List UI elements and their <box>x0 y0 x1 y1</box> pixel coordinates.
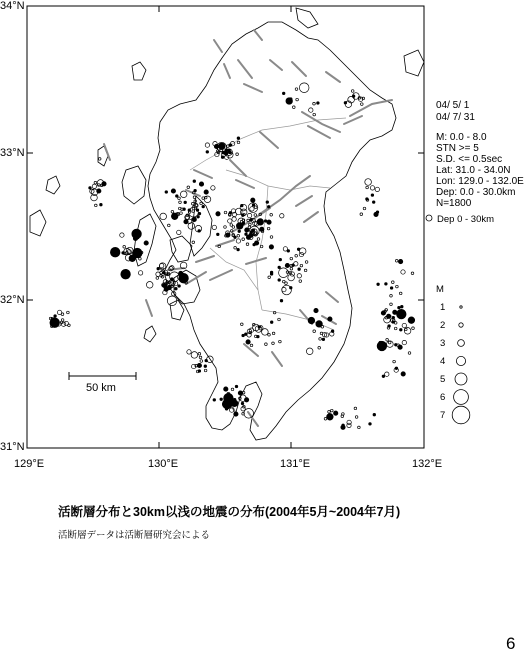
epicenter <box>228 219 232 223</box>
epicenter <box>385 372 389 376</box>
epicenter <box>167 296 177 306</box>
epicenter <box>381 311 385 315</box>
epicenter <box>132 229 142 239</box>
epicenter <box>241 323 244 326</box>
epicenter <box>179 271 183 275</box>
info-event-count: N=1800 <box>436 198 472 209</box>
epicenter <box>121 269 131 279</box>
epicenter <box>175 287 178 290</box>
epicenter <box>178 197 181 200</box>
epicenter <box>398 306 401 309</box>
epicenter <box>365 179 372 186</box>
epicenter <box>224 211 227 214</box>
epicenter <box>236 153 239 156</box>
epicenter <box>290 257 293 260</box>
epicenter <box>267 227 270 230</box>
epicenter <box>318 347 321 350</box>
epicenter <box>386 339 389 342</box>
epicenter <box>234 412 238 416</box>
epicenter <box>299 248 306 255</box>
epicenter <box>366 186 369 189</box>
epicenter <box>297 274 301 278</box>
epicenter <box>198 353 201 356</box>
epicenter <box>394 322 397 325</box>
epicenter <box>248 226 251 229</box>
epicenter <box>282 287 286 291</box>
earthquake-epicenters <box>49 83 414 430</box>
epicenter <box>200 202 203 205</box>
epicenter <box>168 224 171 227</box>
epicenter <box>371 194 374 197</box>
epicenter <box>200 360 203 363</box>
depth-legend-label: Dep 0 - 30km <box>437 214 495 225</box>
epicenter <box>314 308 318 312</box>
epicenter <box>178 285 181 288</box>
epicenter <box>306 348 313 355</box>
epicenter <box>268 334 271 337</box>
epicenter <box>247 213 251 217</box>
epicenter <box>278 279 281 282</box>
epicenter <box>199 356 202 359</box>
epicenter <box>64 321 68 325</box>
epicenter <box>268 276 271 279</box>
epicenter <box>139 258 142 261</box>
epicenter <box>237 248 240 251</box>
epicenter <box>89 187 92 190</box>
info-lat-range: Lat: 31.0 - 34.0N <box>436 165 511 176</box>
caption-title: 活断層分布と30km以浅の地震の分布(2004年5月~2004年7月) <box>58 505 401 519</box>
epicenter <box>265 343 268 346</box>
epicenter <box>241 402 244 405</box>
epicenter <box>238 391 242 395</box>
shimabara-peninsula <box>170 236 192 262</box>
epicenter <box>237 137 240 140</box>
epicenter <box>191 352 198 359</box>
epicenter <box>157 267 160 270</box>
epicenter <box>370 186 374 190</box>
epicenter <box>217 233 220 236</box>
epicenter <box>180 191 187 198</box>
epicenter <box>313 102 316 105</box>
epicenter <box>254 214 257 217</box>
epicenter <box>396 285 399 288</box>
epicenter <box>102 182 106 186</box>
epicenter <box>204 369 207 372</box>
goto-south <box>30 210 46 236</box>
mag-legend-2: 2 <box>440 320 446 331</box>
epicenter <box>328 317 332 321</box>
epicenter <box>385 283 388 286</box>
epicenter <box>123 246 126 249</box>
epicenter <box>270 273 273 276</box>
epicenter <box>408 352 411 355</box>
epicenter <box>231 388 234 391</box>
epicenter <box>232 226 235 229</box>
epicenter <box>402 323 406 327</box>
epicenter <box>269 245 273 249</box>
mag-legend-3: 3 <box>440 338 446 349</box>
epicenter <box>322 338 325 341</box>
epicenter <box>231 400 238 407</box>
epicenter <box>295 255 298 258</box>
epicenter <box>260 245 263 248</box>
epicenter <box>373 413 376 416</box>
epicenter <box>334 411 338 415</box>
epicenter <box>290 287 293 290</box>
epicenter <box>358 426 361 429</box>
epicenter <box>317 102 320 105</box>
lon-label-131: 131°E <box>280 458 311 470</box>
lon-label-129: 129°E <box>14 458 45 470</box>
epicenter <box>221 156 224 159</box>
info-lon-range: Lon: 129.0 - 132.0E <box>436 176 524 187</box>
magnitude-legend-title: M <box>436 284 444 295</box>
epicenter <box>279 340 282 343</box>
lat-label-31: 31°N <box>0 441 25 453</box>
epicenter <box>267 220 271 224</box>
lon-label-132: 132°E <box>412 458 443 470</box>
epicenter <box>144 241 148 245</box>
epicenter <box>390 295 393 298</box>
info-station-count: STN >= 5 <box>436 143 479 154</box>
epicenter <box>313 113 316 116</box>
epicenter <box>395 344 398 347</box>
epicenter <box>360 213 363 216</box>
epicenter <box>249 223 252 226</box>
epicenter <box>184 201 187 204</box>
epicenter <box>270 214 273 217</box>
epicenter <box>234 247 237 250</box>
epicenter <box>278 318 281 321</box>
epicenter <box>224 387 228 391</box>
epicenter <box>199 182 203 186</box>
epicenter <box>95 204 98 207</box>
epicenter <box>241 204 244 207</box>
epicenter <box>257 335 260 338</box>
epicenter <box>285 263 289 267</box>
epicenter <box>249 233 253 237</box>
epicenter <box>393 310 397 314</box>
epicenter <box>257 238 260 241</box>
epicenter <box>162 284 165 287</box>
epicenter <box>224 226 227 229</box>
saikai-coast <box>122 166 146 204</box>
scale-bar-label: 50 km <box>86 382 116 394</box>
caption-subtitle: 活断層データは活断層研究会による <box>58 530 211 541</box>
epicenter <box>366 198 369 201</box>
epicenter <box>392 316 395 319</box>
magnitude-legend-symbols <box>452 306 470 424</box>
epicenter <box>374 212 378 216</box>
epicenter <box>300 264 303 267</box>
goto-north <box>46 176 60 194</box>
epicenter <box>412 327 415 330</box>
epicenter <box>388 341 391 344</box>
epicenter <box>288 274 295 281</box>
epicenter <box>176 195 179 198</box>
epicenter <box>342 424 345 427</box>
epicenter <box>254 206 257 209</box>
epicenter <box>344 102 347 105</box>
epicenter <box>393 360 396 363</box>
epicenter <box>254 241 258 245</box>
epicenter <box>347 423 351 427</box>
epicenter <box>372 201 375 204</box>
epicenter <box>205 143 209 147</box>
epicenter <box>298 268 301 271</box>
epicenter <box>211 186 215 190</box>
epicenter <box>171 213 178 220</box>
epicenter <box>193 196 196 199</box>
epicenter <box>377 341 387 351</box>
epicenter <box>297 248 300 251</box>
kyushu-main-coast <box>148 22 396 440</box>
mag-legend-7: 7 <box>440 410 446 421</box>
epicenter <box>354 407 357 410</box>
epicenter <box>110 247 120 257</box>
epicenter <box>204 196 211 203</box>
date-from: 04/ 5/ 1 <box>436 100 470 111</box>
epicenter <box>193 180 196 183</box>
epicenter <box>394 327 397 330</box>
epicenter <box>399 292 402 295</box>
epicenter <box>213 399 216 402</box>
page-number: 6 <box>506 634 516 653</box>
epicenter <box>92 184 96 188</box>
epicenter <box>54 315 57 318</box>
epicenter <box>272 332 275 335</box>
epicenter <box>290 267 293 270</box>
epicenter <box>156 272 160 276</box>
epicenter <box>411 272 414 275</box>
epicenter <box>328 411 331 414</box>
epicenter <box>401 372 405 376</box>
epicenter <box>386 314 390 318</box>
epicenter <box>257 219 264 226</box>
epicenter <box>188 209 191 212</box>
epicenter <box>156 277 159 280</box>
epicenter <box>171 211 174 214</box>
depth-legend-symbol <box>426 215 432 221</box>
epicenter <box>270 236 273 239</box>
epicenter <box>369 423 372 426</box>
epicenter <box>272 342 275 345</box>
epicenter <box>244 398 248 402</box>
epicenter <box>299 83 309 93</box>
epicenter <box>138 271 142 275</box>
epicenter <box>266 201 269 204</box>
info-magnitude-range: M: 0.0 - 8.0 <box>436 132 487 143</box>
epicenter <box>225 408 228 411</box>
epicenter <box>313 330 316 333</box>
epicenter <box>187 350 191 354</box>
epicenter <box>398 345 402 349</box>
epicenter <box>280 299 283 302</box>
epicenter <box>305 261 308 264</box>
epicenter <box>278 266 281 269</box>
epicenter <box>202 205 205 208</box>
lat-label-34: 34°N <box>0 0 25 12</box>
epicenter <box>120 233 124 237</box>
epicenter <box>242 334 245 337</box>
epicenter <box>382 375 385 378</box>
epicenter <box>388 325 391 328</box>
epicenter <box>206 151 209 154</box>
epicenter <box>179 201 182 204</box>
epicenter <box>232 217 236 221</box>
epicenter <box>361 103 364 106</box>
honshu-tip <box>296 8 318 28</box>
epicenter <box>392 281 395 284</box>
epicenter <box>279 258 282 261</box>
epicenter <box>400 329 403 332</box>
epicenter <box>258 326 261 329</box>
epicenter <box>98 158 101 161</box>
epicenter <box>196 209 199 212</box>
epicenter <box>327 414 334 421</box>
epicenter <box>212 225 216 229</box>
epicenter <box>390 303 393 306</box>
epicenter <box>197 363 201 367</box>
epicenter <box>331 409 334 412</box>
lon-label-130: 130°E <box>148 458 179 470</box>
epicenter <box>397 309 407 319</box>
epicenter <box>100 203 103 206</box>
epicenter <box>270 321 273 324</box>
epicenter <box>283 247 287 251</box>
epicenter <box>171 189 175 193</box>
epicenter <box>280 214 284 218</box>
epicenter <box>177 230 181 234</box>
mag-legend-1: 1 <box>440 302 446 313</box>
epicenter <box>229 144 232 147</box>
epicenter <box>363 207 366 210</box>
mag-legend-6: 6 <box>440 392 446 403</box>
epicenter <box>246 340 250 344</box>
epicenter <box>94 181 97 184</box>
info-depth-range: Dep: 0.0 - 30.0km <box>436 187 516 198</box>
epicenter <box>390 287 393 290</box>
epicenter <box>198 370 201 373</box>
epicenter <box>252 204 255 207</box>
epicenter <box>299 280 302 283</box>
epicenter <box>282 92 285 95</box>
lat-label-32: 32°N <box>0 294 25 306</box>
epicenter <box>229 151 232 154</box>
epicenter <box>320 332 323 335</box>
epicenter <box>187 186 190 189</box>
epicenter <box>237 235 240 238</box>
epicenter <box>294 262 298 266</box>
epicenter <box>229 212 232 215</box>
epicenter <box>195 204 198 207</box>
epicenter <box>285 282 288 285</box>
epicenter <box>165 191 168 194</box>
epicenter <box>402 340 406 344</box>
epicenter <box>251 198 255 202</box>
epicenter <box>67 311 70 314</box>
epicenter <box>408 317 415 324</box>
epicenter <box>197 216 200 219</box>
epicenter <box>304 269 307 272</box>
epicenter <box>225 149 228 152</box>
epicenter <box>375 187 379 191</box>
epicenter <box>395 260 398 263</box>
lat-label-33: 33°N <box>0 147 25 159</box>
shikoku-tip <box>404 50 424 76</box>
epicenter <box>267 206 270 209</box>
epicenter <box>235 385 238 388</box>
epicenter <box>401 305 404 308</box>
epicenter <box>129 255 136 262</box>
epicenter <box>250 207 254 211</box>
mag-legend-4: 4 <box>440 356 446 367</box>
koshiki-islands <box>144 326 156 342</box>
epicenter <box>204 190 208 194</box>
epicenter <box>398 259 402 263</box>
epicenter <box>220 398 223 401</box>
iki-island <box>132 62 146 80</box>
epicenter <box>236 223 243 230</box>
amakusa-south <box>170 300 184 320</box>
epicenter <box>236 239 240 243</box>
epicenter <box>324 418 327 421</box>
epicenter <box>188 223 195 230</box>
epicenter <box>308 317 315 324</box>
mag-legend-5: 5 <box>440 374 446 385</box>
epicenter <box>192 202 195 205</box>
epicenter <box>295 88 298 91</box>
epicenter <box>321 326 324 329</box>
epicenter <box>204 365 207 368</box>
epicenter <box>246 243 249 246</box>
epicenter <box>293 106 296 109</box>
epicenter <box>401 270 405 274</box>
epicenter <box>351 90 354 93</box>
epicenter <box>309 108 313 112</box>
epicenter <box>319 338 322 341</box>
info-std-dev: S.D. <= 0.5sec <box>436 154 503 165</box>
epicenter <box>234 236 237 239</box>
epicenter <box>160 213 167 220</box>
epicenter <box>377 283 380 286</box>
epicenter <box>237 141 240 144</box>
epicenter <box>194 189 197 192</box>
epicenter <box>250 344 253 347</box>
date-to: 04/ 7/ 31 <box>436 112 475 123</box>
epicenter <box>57 310 61 314</box>
epicenter <box>238 230 241 233</box>
scale-bar <box>69 372 136 380</box>
epicenter <box>355 416 358 419</box>
epicenter <box>262 329 269 336</box>
epicenter <box>242 238 245 241</box>
epicenter <box>296 98 299 101</box>
epicenter <box>245 233 248 236</box>
epicenter <box>216 212 220 216</box>
epicenter <box>192 241 195 244</box>
epicenter <box>146 282 153 289</box>
